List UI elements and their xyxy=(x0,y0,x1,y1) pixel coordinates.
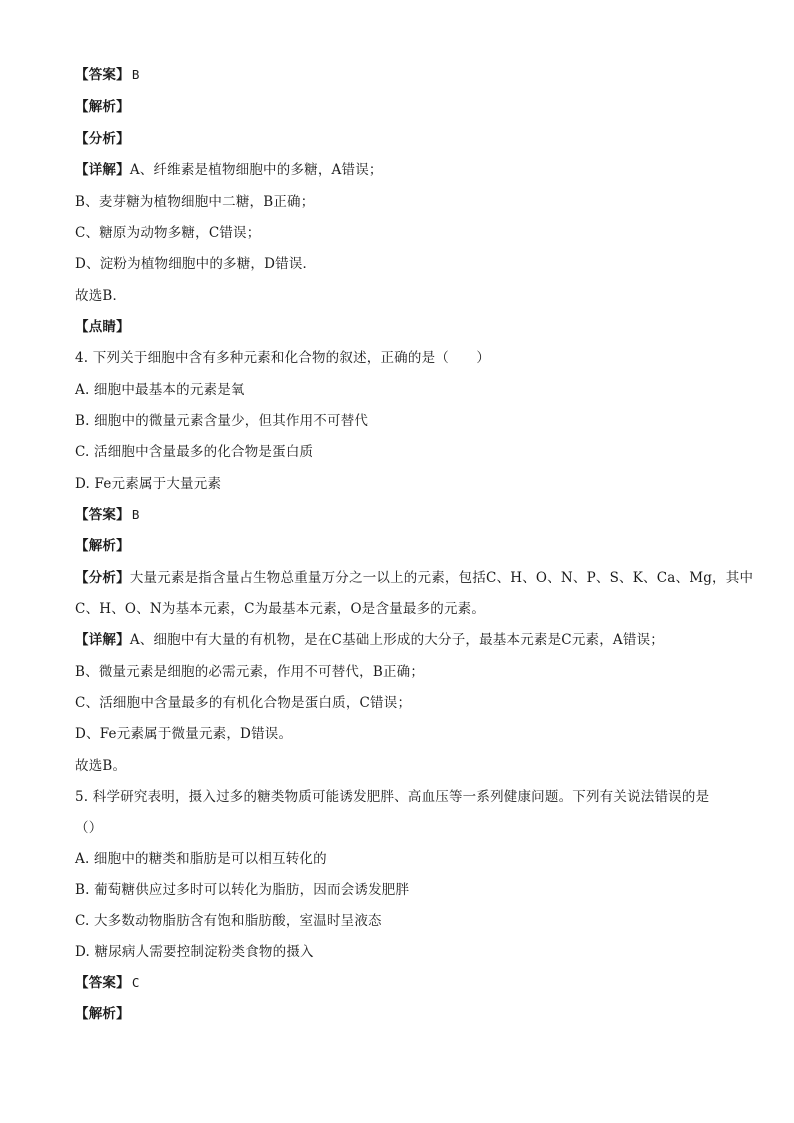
q5-option-b: B. 葡萄糖供应过多时可以转化为脂肪，因而会诱发肥胖 xyxy=(75,882,410,898)
q4-option-c: C. 活细胞中含量最多的化合物是蛋白质 xyxy=(75,444,314,460)
detail-text: A、纤维素是植物细胞中的多糖，A错误； xyxy=(129,162,383,178)
q5-stem: 5. 科学研究表明，摄入过多的糖类物质可能诱发肥胖、高血压等一系列健康问题。下列有关说法错误的是 xyxy=(75,789,710,805)
answer-label: 【 答案 】 xyxy=(75,975,130,991)
analyze-label: 【 分析 】 xyxy=(75,570,130,586)
analysis-label: 【 解析 】 xyxy=(75,538,130,554)
answer-label: 【 答案 】 xyxy=(75,507,130,523)
q5-stem-line-2: （） xyxy=(75,820,103,836)
q3-comment-line xyxy=(75,317,734,337)
analysis-label: 【 解析 】 xyxy=(75,1006,130,1022)
q3-conclusion: 故选B． xyxy=(75,288,127,304)
q4-detail-line xyxy=(75,630,734,650)
q4-answer-line xyxy=(75,505,734,525)
analyze-text: 大量元素是指含量占生物总重量万分之一以上的元素，包括C、H、O、N、P、S、K、Ca、Mg，其中 xyxy=(129,570,754,586)
analysis-label: 【 解析 】 xyxy=(75,99,130,115)
q5-option-a: A. 细胞中的糖类和脂肪是可以相互转化的 xyxy=(75,851,327,867)
q4-detail-line-d: D、Fe元素属于微量元素，D错误。 xyxy=(75,726,293,742)
detail-label: 【 详解 】 xyxy=(75,632,130,648)
q3-detail-line xyxy=(75,160,734,180)
q3-analysis-line xyxy=(75,97,734,117)
q5-option-d: D. 糖尿病人需要控制淀粉类食物的摄入 xyxy=(75,944,314,960)
q4-conclusion: 故选B。 xyxy=(75,758,127,774)
q4-option-a: A. 细胞中最基本的元素是氧 xyxy=(75,382,245,398)
comment-label: 【 点睛 】 xyxy=(75,319,130,335)
q3-detail-line-d: D、淀粉为植物细胞中的多糖，D错误． xyxy=(75,256,317,272)
answer-value: C xyxy=(131,975,140,990)
answer-value: B xyxy=(131,67,140,82)
q5-answer-line xyxy=(75,973,734,993)
q4-detail-line-c: C、活细胞中含量最多的有机化合物是蛋白质，C错误； xyxy=(75,695,412,711)
q4-analysis-line xyxy=(75,536,734,556)
q5-option-c: C. 大多数动物脂肪含有饱和脂肪酸，室温时呈液态 xyxy=(75,913,382,929)
q3-detail-line-b: B、麦芽糖为植物细胞中二糖，B正确； xyxy=(75,194,315,210)
q3-detail-line-c: C、糖原为动物多糖，C错误； xyxy=(75,225,261,241)
q5-analysis-line xyxy=(75,1004,734,1024)
detail-label: 【 详解 】 xyxy=(75,162,130,178)
q4-analyze-line xyxy=(75,568,754,588)
q4-stem: 4. 下列关于细胞中含有多种元素和化合物的叙述，正确的是（ ） xyxy=(75,350,491,366)
q4-analyze-line-2: C、H、O、N为基本元素，C为最基本元素，O是含量最多的元素。 xyxy=(75,601,486,617)
answer-value: B xyxy=(131,507,140,522)
q4-detail-line-b: B、微量元素是细胞的必需元素，作用不可替代，B正确； xyxy=(75,664,425,680)
q3-answer-line xyxy=(75,65,734,85)
q3-analyze-line xyxy=(75,129,734,149)
detail-text: A、细胞中有大量的有机物，是在C基础上形成的大分子，最基本元素是C元素，A错误； xyxy=(129,632,664,648)
analyze-label: 【 分析 】 xyxy=(75,131,130,147)
q4-option-d: D. Fe元素属于大量元素 xyxy=(75,476,222,492)
q4-option-b: B. 细胞中的微量元素含量少，但其作用不可替代 xyxy=(75,413,369,429)
answer-label: 【 答案 】 xyxy=(75,67,130,83)
